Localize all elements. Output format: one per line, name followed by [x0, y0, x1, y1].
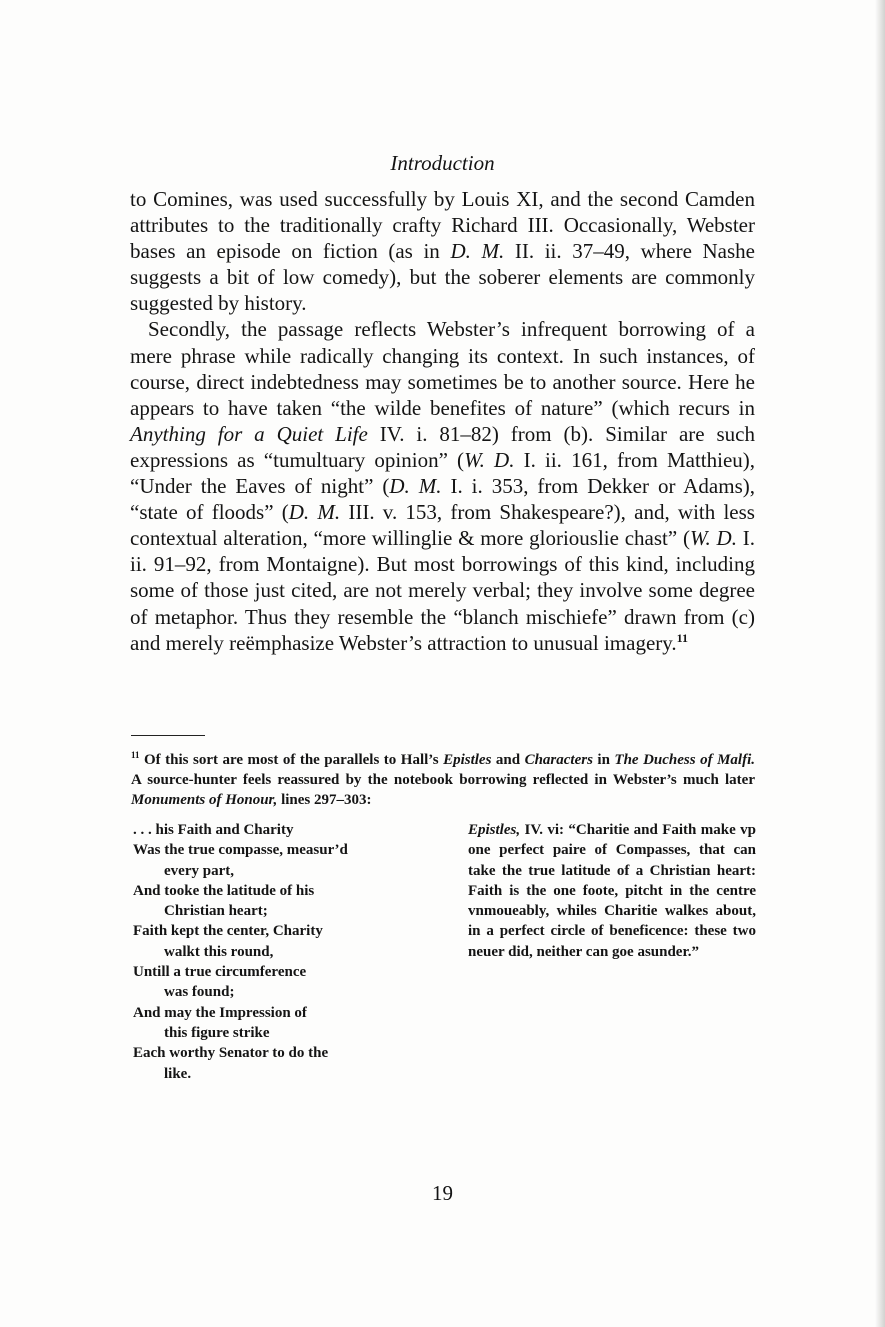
- poem-line: And tooke the latitude of his: [133, 882, 315, 899]
- text-run: I. ii. 91–92, from Montaigne). But most borrowings of this kind, including some of those just cited, are not merely verbal; they involve some degree of metaphor. Thus they resemble the “blanch mischiefe” drawn from (c) and merely reëmphasize Webster’s attraction to unusual imagery.: [130, 526, 756, 655]
- italic-citation: D. M.: [288, 500, 341, 525]
- poem-line: Was the true compasse, measur’d: [133, 842, 348, 859]
- text-run: A source-hunter feels reassured by the notebook borrowing reflected in Webster’s much later: [131, 772, 755, 788]
- footnote-reference[interactable]: 11: [676, 630, 688, 645]
- italic-title: Characters: [524, 752, 593, 768]
- italic-title: The Duchess of Malfi.: [614, 752, 755, 768]
- running-head: Introduction: [390, 151, 495, 175]
- italic-title: Anything for a Quiet Life: [130, 421, 368, 446]
- text-run: I. i. 353, from Dekker or Adams), “state of floods” (: [130, 474, 755, 525]
- italic-title: Epistles: [443, 752, 492, 768]
- main-text: [130, 186, 755, 656]
- poem-line-turnover: walkt this round,: [164, 943, 274, 960]
- poem-line-turnover: like.: [164, 1065, 192, 1082]
- footnote-rule: [131, 735, 205, 736]
- text-run: and: [491, 752, 525, 768]
- italic-citation: W. D.: [464, 447, 515, 472]
- poem-line-turnover: every part,: [164, 862, 234, 879]
- text-run: in: [592, 752, 615, 768]
- page-edge-shadow: [875, 0, 885, 1327]
- paragraph-2: [130, 316, 755, 655]
- italic-citation: W. D.: [689, 526, 737, 551]
- text-run: Secondly, the passage reflects Webster’s infrequent borrowing of a mere phrase while radically changing its context. In such instances, of course, direct indebtedness may sometimes be to another source. Here he appears to have taken “the wilde benefites of nature” (which recurs in: [130, 317, 755, 420]
- text-run: I. ii. 161, from Matthieu), “Under the Eaves of night” (: [130, 447, 756, 499]
- text-run: IV. vi: “Charitie and Faith make vp one perfect paire of Compasses, that can take the true latitude of a Christian heart: Faith is the one foote, pitcht in the centre vnmoueably, whiles Charitie walkes about, in a perfect circle of beneficence: these two neuer did, neither can goe asunder.”: [468, 822, 756, 960]
- text-run: lines 297–303:: [277, 792, 372, 808]
- text-run: Of this sort are most of the parallels to Hall’s: [139, 752, 444, 768]
- poem-line: Faith kept the center, Charity: [133, 923, 323, 940]
- poem-line-turnover: Christian heart;: [164, 903, 268, 920]
- poem-line: Untill a true circumference: [133, 964, 307, 981]
- footnote: [131, 750, 755, 810]
- page-number: 19: [432, 1181, 453, 1205]
- italic-title: Epistles,: [468, 822, 521, 838]
- paragraph-1: [130, 186, 755, 316]
- text-run: to Comines, was used successfully by Louis XI, and the second Camden attributes to the traditionally crafty Richard III. Occasionally, Webster bases an episode on fiction (as in: [130, 187, 755, 264]
- prose-quotation: [468, 820, 756, 962]
- text-run: IV. i. 81–82) from (b). Similar are such expressions as “tumultuary opinion” (: [130, 421, 756, 472]
- poem-line: Each worthy Senator to do the: [133, 1045, 329, 1062]
- poem-line: And may the Impression of: [133, 1004, 307, 1021]
- italic-citation: D. M.: [450, 239, 505, 264]
- italic-title: Monuments of Honour,: [131, 792, 278, 808]
- poem-line-turnover: was found;: [164, 984, 235, 1001]
- text-run: II. ii. 37–49, where Nashe suggests a bit of low comedy), but the soberer elements are commonly suggested by history.: [130, 239, 755, 316]
- poem-line: . . . his Faith and Charity: [133, 822, 294, 838]
- italic-citation: D. M.: [389, 474, 442, 499]
- poem-quotation: [133, 820, 423, 1084]
- text-run: III. v. 153, from Shakespeare?), and, with less contextual alteration, “more willinglie & more gloriouslie chast” (: [130, 500, 755, 551]
- poem-line-turnover: this figure strike: [164, 1024, 270, 1041]
- footnote-number: 11: [131, 750, 140, 760]
